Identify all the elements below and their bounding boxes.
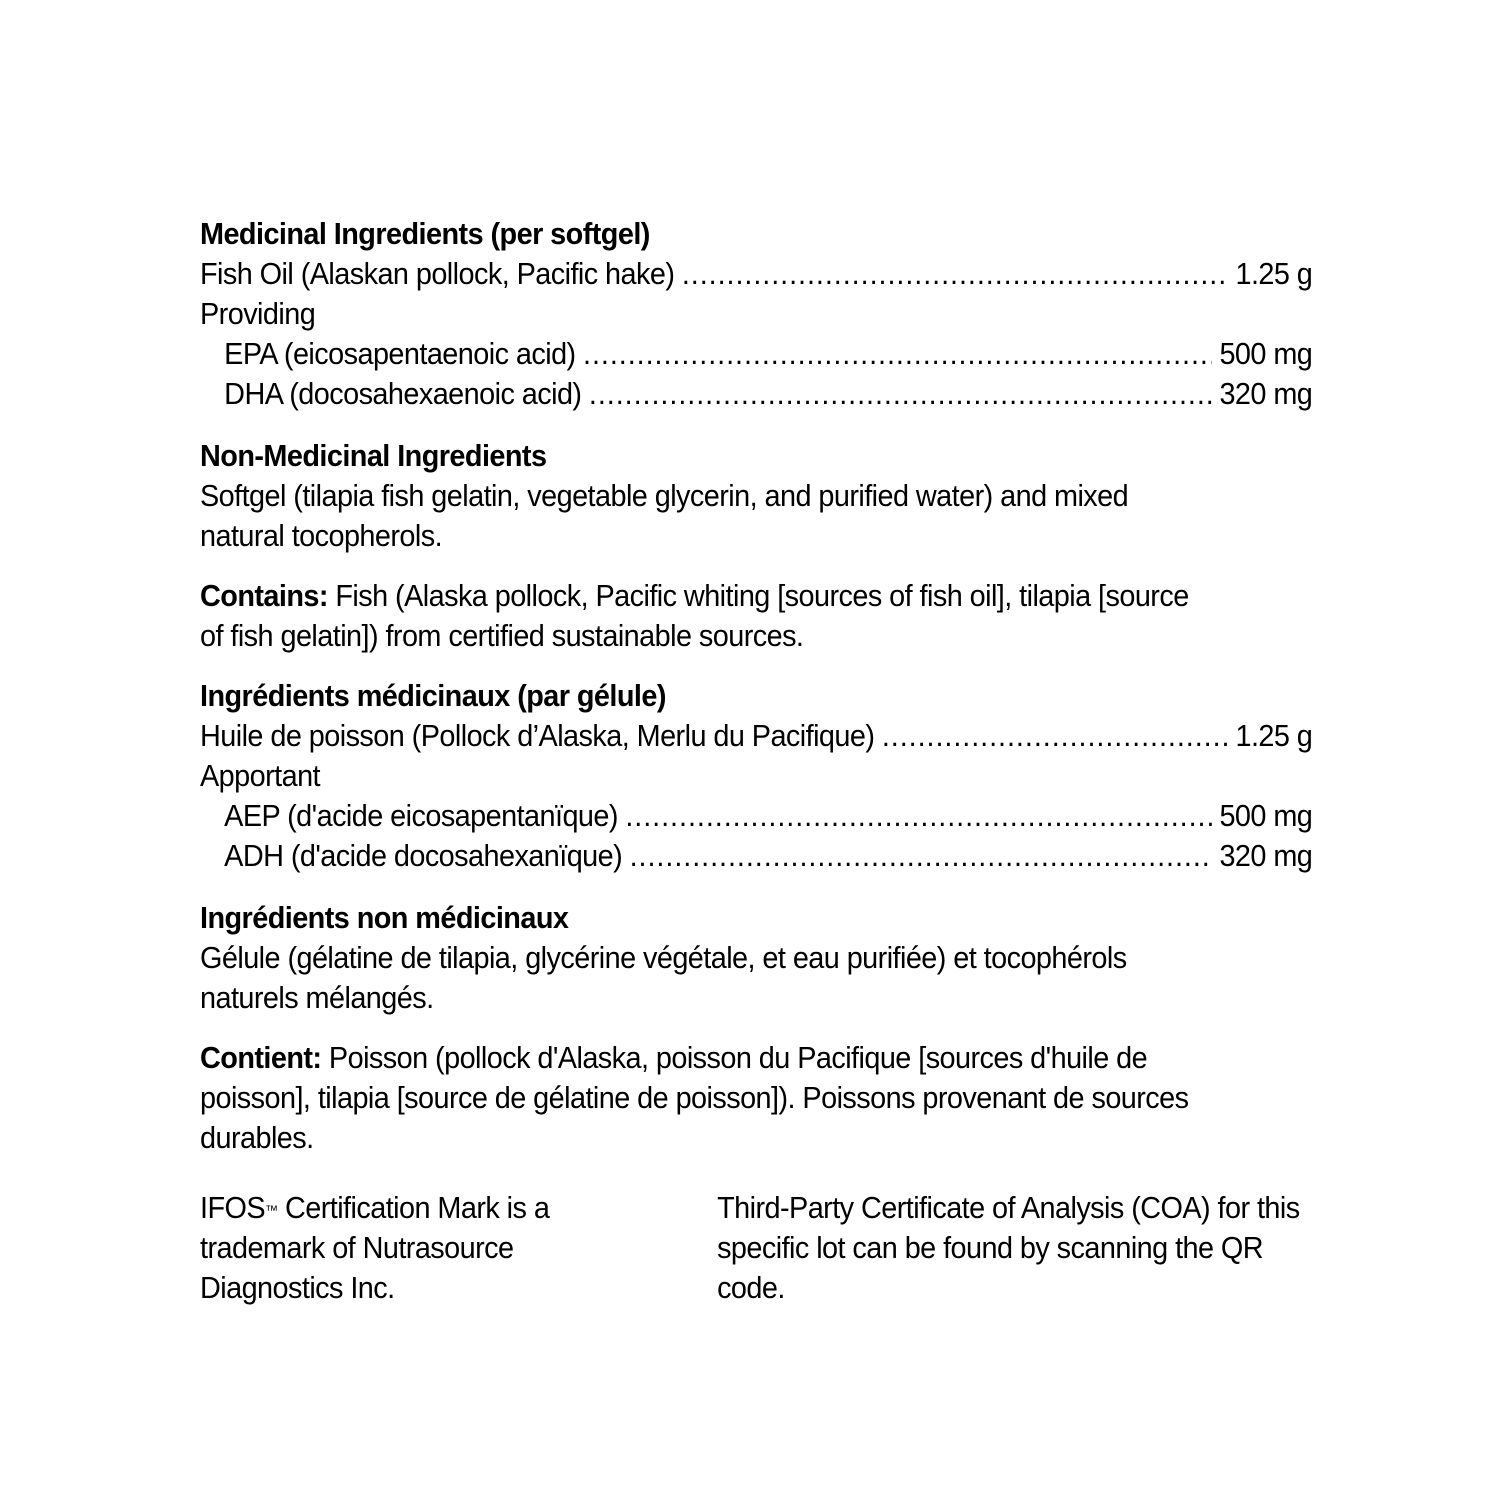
french-medicinal-ingredients-section (200, 676, 1312, 876)
french-non-medicinal-heading: Ingrédients non médicinaux (200, 900, 569, 935)
dha-name: DHA (docosahexaenoic acid) (224, 376, 582, 411)
dot-leader (589, 374, 1212, 414)
dot-leader (682, 254, 1228, 294)
french-contains-label: Contient: (200, 1040, 322, 1075)
non-medicinal-heading: Non-Medicinal Ingredients (200, 438, 547, 473)
medicinal-ingredients-section (200, 214, 1312, 414)
ifos-name: IFOS (200, 1190, 266, 1225)
fish-oil-row (200, 254, 1312, 294)
fish-oil-name: Fish Oil (Alaskan pollock, Pacific hake) (200, 256, 675, 291)
contains-label: Contains: (200, 578, 328, 613)
ifos-text: Certification Mark is a trademark of Nutrasource Diagnostics Inc. (200, 1190, 550, 1305)
non-medicinal-text: Softgel (tilapia fish gelatin, vegetable glycerin, and purified water) and mixed natural tocopherols. (200, 478, 1129, 553)
contains-statement (200, 576, 1204, 656)
french-dha-amount: 320 mg (1219, 838, 1313, 873)
ifos-trademark-note (200, 1188, 628, 1308)
french-fish-oil-row (200, 716, 1312, 756)
french-contains-statement (200, 1038, 1232, 1158)
french-dha-row (200, 836, 1312, 876)
french-epa-name: AEP (d'acide eicosapentanïque) (224, 798, 618, 833)
dot-leader (882, 716, 1228, 756)
contains-text: Fish (Alaska pollock, Pacific whiting [sources of fish oil], tilapia [source of fish gelatin]) from certified sustainable sources. (200, 578, 1189, 653)
french-fish-oil-name: Huile de poisson (Pollock d’Alaska, Merlu du Pacifique) (200, 718, 875, 753)
french-non-medicinal-section (200, 898, 1312, 1018)
dot-leader (583, 334, 1212, 374)
french-epa-row (200, 796, 1312, 836)
providing-label: Providing (200, 296, 316, 331)
french-medicinal-ingredients-heading: Ingrédients médicinaux (par gélule) (200, 678, 666, 713)
french-dha-name: ADH (d'acide docosahexanïque) (224, 838, 623, 873)
dot-leader (630, 836, 1212, 876)
french-epa-amount: 500 mg (1219, 798, 1313, 833)
dot-leader (625, 796, 1212, 836)
dha-row (200, 374, 1312, 414)
non-medicinal-section (200, 436, 1312, 556)
epa-name: EPA (eicosapentaenoic acid) (224, 336, 576, 371)
french-contains-text: Poisson (pollock d'Alaska, poisson du Pacifique [sources d'huile de poisson], tilapia [source de gélatine de poisson]). Poissons provenant de sources durables. (200, 1040, 1189, 1155)
fish-oil-amount: 1.25 g (1235, 256, 1313, 291)
footer-notes (200, 1188, 1312, 1308)
french-providing-label: Apportant (200, 758, 320, 793)
medicinal-ingredients-heading: Medicinal Ingredients (per softgel) (200, 216, 650, 251)
trademark-symbol: ™ (265, 1202, 278, 1218)
french-non-medicinal-text: Gélule (gélatine de tilapia, glycérine végétale, et eau purifiée) et tocophérols naturels mélangés. (200, 940, 1127, 1015)
epa-row (200, 334, 1312, 374)
dha-amount: 320 mg (1219, 376, 1313, 411)
epa-amount: 500 mg (1219, 336, 1313, 371)
coa-note: Third-Party Certificate of Analysis (COA) for this specific lot can be found by scanning the QR code. (717, 1190, 1300, 1305)
supplement-label (200, 214, 1312, 1308)
french-fish-oil-amount: 1.25 g (1235, 718, 1313, 753)
